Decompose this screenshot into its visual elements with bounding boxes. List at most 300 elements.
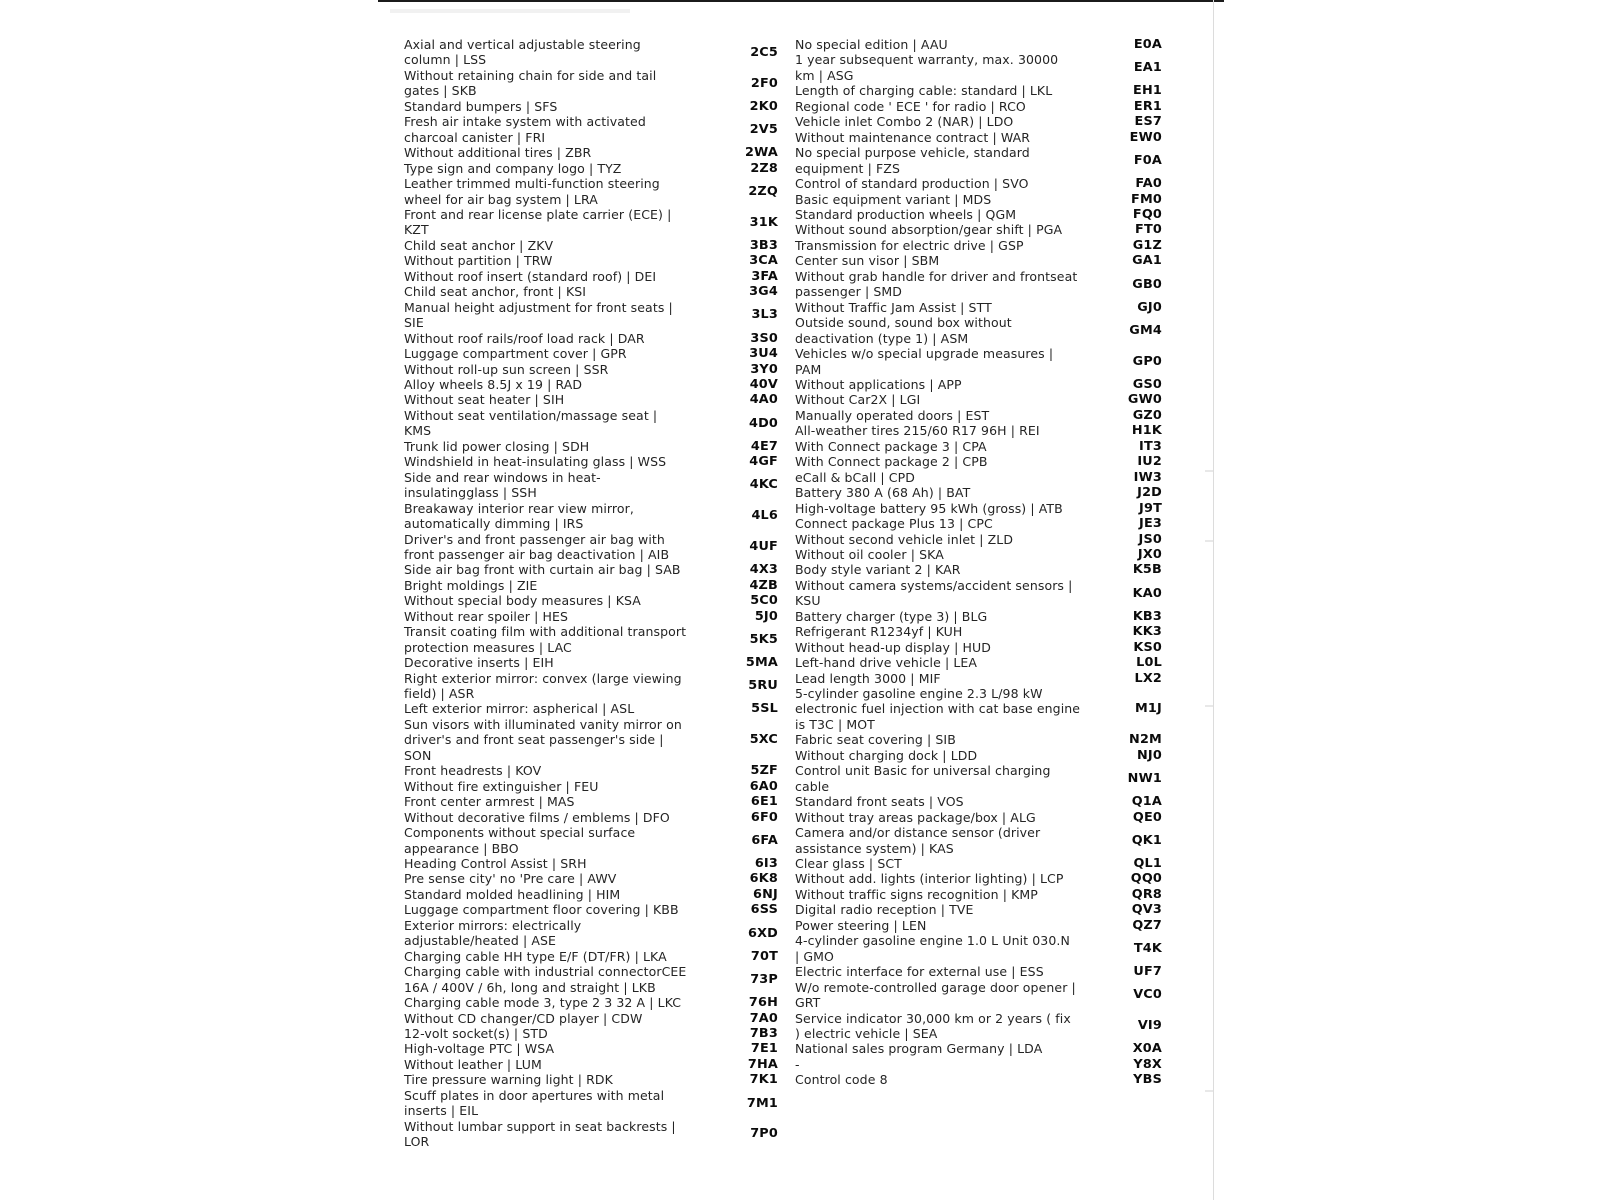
entry-description-line: Charging cable with industrial connectorCEE (404, 964, 687, 980)
entry-pr-code: NJ0 (1137, 747, 1162, 763)
entry-pr-code: 3Y0 (750, 361, 778, 377)
entry-description-line: Without additional tires | ZBR (404, 145, 592, 161)
scan-noise-tick (1205, 1090, 1213, 1092)
entry-pr-code: 4ZB (749, 577, 778, 593)
entry-pr-code: 2ZQ (748, 183, 778, 199)
entry-description (404, 918, 581, 949)
entry-description (404, 1057, 542, 1072)
entry-description-line: Vehicles w/o special upgrade measures | (795, 346, 1054, 362)
entry-description-line: Child seat anchor | ZKV (404, 237, 554, 253)
entry-description (795, 1057, 800, 1072)
code-entry-row (404, 593, 778, 608)
entry-description-line: eCall & bCall | CPD (795, 469, 915, 485)
code-entry-row (795, 964, 1162, 979)
entry-description (795, 1072, 888, 1087)
entry-description (404, 717, 682, 763)
entry-description-line: Without oil cooler | SKA (795, 546, 944, 562)
entry-description-line: GRT (795, 995, 821, 1011)
entry-description-line: Front and rear license plate carrier (ECE) | (404, 206, 672, 222)
entry-description (404, 624, 686, 655)
entry-description-line: Heading Control Assist | SRH (404, 856, 587, 872)
entry-description (795, 145, 1030, 176)
entry-description-line: field) | ASR (404, 686, 475, 702)
entry-description (795, 532, 1013, 547)
entry-pr-code: 70T (750, 948, 778, 964)
entry-description-line: Child seat anchor, front | KSI (404, 284, 587, 300)
code-entry-row (795, 532, 1162, 547)
entry-pr-code: 4KC (749, 477, 778, 493)
entry-description-line: Front center armrest | MAS (404, 794, 575, 810)
entry-description-line: Without seat heater | SIH (404, 392, 565, 408)
entry-pr-code: E0A (1133, 37, 1162, 52)
entry-pr-code: 3CA (749, 253, 778, 269)
entry-description-line: Control of standard production | SVO (795, 176, 1029, 192)
scan-smudge-artifact (390, 9, 630, 13)
code-entry-row (404, 1057, 778, 1072)
entry-description-line: Without roof rails/roof load rack | DAR (404, 330, 645, 346)
code-entry-row (795, 501, 1162, 516)
code-entry-row (795, 748, 1162, 763)
entry-description (795, 516, 993, 531)
entry-pr-code: JS0 (1138, 531, 1162, 547)
entry-description-line: Side air bag front with curtain air bag | SAB (404, 562, 681, 578)
code-entry-row (404, 161, 778, 176)
code-entry-row (404, 1088, 778, 1119)
entry-description-line: Luggage compartment floor covering | KBB (404, 902, 679, 918)
entry-description-line: 12-volt socket(s) | STD (404, 1026, 548, 1041)
entry-description (795, 408, 989, 423)
entry-description-line: ) electric vehicle | SEA (795, 1026, 938, 1041)
entry-description (404, 114, 646, 145)
entry-description (404, 37, 641, 68)
entry-description-line: Trunk lid power closing | SDH (404, 438, 590, 454)
entry-description (795, 423, 1040, 438)
entry-description (795, 1041, 1042, 1056)
entry-pr-code: 4UF (749, 539, 778, 555)
entry-description-line: Without head-up display | HUD (795, 639, 991, 655)
entry-description-line: Tire pressure warning light | RDK (404, 1072, 613, 1088)
entry-description-line: KZT (404, 222, 429, 238)
entry-description-line: Without roof insert (standard roof) | DEI (404, 268, 657, 284)
entry-pr-code: J2D (1137, 485, 1162, 501)
code-entry-row (404, 887, 778, 902)
entry-pr-code: 7P0 (750, 1126, 778, 1142)
entry-description-line: Battery 380 A (68 Ah) | BAT (795, 485, 971, 501)
code-entry-row (404, 284, 778, 299)
code-entry-row (795, 732, 1162, 747)
entry-pr-code: 4L6 (751, 508, 778, 524)
entry-description-line: Body style variant 2 | KAR (795, 562, 961, 578)
entry-description (404, 238, 553, 253)
entry-description-line: Service indicator 30,000 km or 2 years ( fix (795, 1010, 1071, 1026)
entry-description-line: Components without special surface (404, 825, 636, 841)
entry-description-line: Side and rear windows in heat- (404, 469, 601, 485)
entry-pr-code: 5J0 (754, 608, 778, 624)
entry-pr-code: 3L3 (751, 307, 778, 323)
code-entry-row (404, 810, 778, 825)
entry-description (404, 825, 635, 856)
entry-description (795, 609, 987, 624)
code-entry-row (404, 145, 778, 160)
code-entry-row (404, 562, 778, 577)
entry-description (404, 392, 564, 407)
entry-description-line: Power steering | LEN (795, 917, 927, 933)
entry-pr-code: 5ZF (750, 763, 778, 779)
code-entry-row (404, 825, 778, 856)
entry-description-line: Without rear spoiler | HES (404, 608, 569, 624)
entry-description-line: KMS (404, 423, 432, 439)
code-entry-row (404, 392, 778, 407)
code-entry-row (404, 995, 778, 1010)
entry-pr-code: H1K (1131, 423, 1162, 439)
entry-description (404, 284, 586, 299)
entry-description-line: is T3C | MOT (795, 716, 875, 732)
entry-description (404, 300, 673, 331)
scan-noise-tick (1205, 705, 1213, 707)
entry-description-line: km | ASG (795, 67, 854, 83)
entry-description-line: Right exterior mirror: convex (large viewing (404, 670, 682, 686)
entry-description (404, 454, 666, 469)
entry-pr-code: FT0 (1135, 222, 1162, 238)
entry-description-line: Without maintenance contract | WAR (795, 129, 1031, 145)
code-entry-row (795, 547, 1162, 562)
entry-description-line: Regional code ' ECE ' for radio | RCO (795, 98, 1026, 114)
entry-description (795, 871, 1064, 886)
entry-description-line: adjustable/heated | ASE (404, 933, 557, 949)
entry-pr-code: GW0 (1127, 392, 1162, 408)
entry-description-line: Without CD changer/CD player | CDW (404, 1010, 643, 1026)
entry-description (795, 99, 1026, 114)
entry-description-line: Vehicle inlet Combo 2 (NAR) | LDO (795, 114, 1014, 130)
entry-pr-code: 2K0 (749, 98, 778, 114)
entry-description (795, 52, 1058, 83)
code-entry-row (795, 300, 1162, 315)
entry-pr-code: 4D0 (748, 415, 778, 431)
entry-description (404, 501, 634, 532)
entry-description (795, 578, 1072, 609)
code-entry-row (404, 717, 778, 763)
entry-description (404, 331, 645, 346)
entry-description (795, 933, 1070, 964)
entry-pr-code: KS0 (1133, 639, 1162, 655)
entry-pr-code: 6SS (750, 902, 778, 918)
entry-description-line: Electric interface for external use | ESS (795, 964, 1044, 980)
entry-description-line: Refrigerant R1234yf | KUH (795, 624, 963, 640)
code-entry-row (404, 902, 778, 917)
code-entry-row (795, 902, 1162, 917)
entry-description-line: Without charging dock | LDD (795, 747, 978, 763)
entry-description-line: Without roll-up sun screen | SSR (404, 361, 609, 377)
entry-description-line: Without lumbar support in seat backrests | (404, 1118, 676, 1134)
entry-pr-code: QL1 (1133, 856, 1162, 872)
entry-description (795, 176, 1029, 191)
entry-description-line: Standard production wheels | QGM (795, 206, 1017, 222)
entry-pr-code: KK3 (1132, 624, 1162, 640)
entry-pr-code: 2WA (745, 145, 778, 161)
entry-description-line: - (795, 1056, 800, 1072)
code-entry-row (795, 83, 1162, 98)
entry-description (795, 655, 977, 670)
entry-description-line: driver's and front seat passenger's side | (404, 732, 664, 748)
entry-description (404, 1011, 642, 1026)
entry-description-line: | GMO (795, 948, 834, 964)
entry-description-line: National sales program Germany | LDA (795, 1041, 1043, 1057)
entry-description-line: Left-hand drive vehicle | LEA (795, 655, 978, 671)
code-entry-row (795, 1057, 1162, 1072)
entry-pr-code: 7M1 (746, 1095, 778, 1111)
entry-pr-code: GS0 (1132, 376, 1162, 392)
entry-description-line: Without add. lights (interior lighting) | LCP (795, 871, 1064, 887)
code-entry-row (404, 331, 778, 346)
code-entry-row (404, 253, 778, 268)
entry-description (795, 562, 961, 577)
code-entry-row (795, 516, 1162, 531)
entry-description (404, 871, 616, 886)
entry-pr-code: ES7 (1134, 114, 1162, 130)
entry-description-line: Control code 8 (795, 1072, 888, 1088)
entry-description (404, 562, 681, 577)
entry-description (404, 253, 553, 268)
entry-pr-code: T4K (1133, 941, 1162, 956)
code-entry-row (795, 130, 1162, 145)
entry-description-line: Without sound absorption/gear shift | PGA (795, 222, 1063, 238)
entry-pr-code: KA0 (1132, 585, 1162, 601)
entry-description (795, 918, 926, 933)
code-entry-row (795, 408, 1162, 423)
code-entry-row (404, 470, 778, 501)
entry-pr-code: IW3 (1133, 469, 1162, 485)
code-entry-row (404, 362, 778, 377)
entry-description-line: High-voltage PTC | WSA (404, 1041, 555, 1057)
entry-pr-code: 4GF (749, 454, 778, 470)
entry-description (795, 37, 948, 52)
entry-description-line: Left exterior mirror: aspherical | ASL (404, 701, 635, 717)
entry-pr-code: NW1 (1127, 771, 1162, 787)
entry-description-line: Charging cable HH type E/F (DT/FR) | LKA (404, 948, 667, 964)
entry-description-line: passenger | SMD (795, 284, 902, 300)
entry-pr-code: 6F0 (750, 809, 778, 825)
code-entry-row (795, 856, 1162, 871)
entry-description (404, 887, 620, 902)
entry-description-line: Pre sense city' no 'Pre care | AWV (404, 871, 617, 887)
code-entry-row (795, 485, 1162, 500)
code-entry-row (795, 253, 1162, 268)
code-entry-row (795, 439, 1162, 454)
entry-description (795, 470, 915, 485)
code-entry-row (404, 238, 778, 253)
code-entry-row (404, 439, 778, 454)
code-entry-row (795, 99, 1162, 114)
code-entry-row (795, 269, 1162, 300)
code-entry-row (404, 377, 778, 392)
entry-pr-code: 5SL (751, 701, 778, 717)
entry-description-line: inserts | EIL (404, 1103, 479, 1119)
code-entry-row (404, 269, 778, 284)
entry-pr-code: Q1A (1131, 794, 1162, 810)
entry-description-line: column | LSS (404, 52, 487, 68)
entry-pr-code: 3G4 (749, 284, 778, 300)
entry-description-line: Exterior mirrors: electrically (404, 917, 582, 933)
entry-description-line: W/o remote-controlled garage door opener | (795, 979, 1076, 995)
entry-description (795, 980, 1076, 1011)
entry-pr-code: 6FA (751, 832, 778, 848)
code-entry-row (795, 222, 1162, 237)
entry-pr-code: 4A0 (749, 392, 778, 408)
code-entry-row (795, 640, 1162, 655)
entry-description (404, 207, 671, 238)
entry-pr-code: 6I3 (754, 856, 778, 872)
entry-description-line: Scuff plates in door apertures with metal (404, 1087, 665, 1103)
entry-description-line: cable (795, 778, 830, 794)
entry-pr-code: 6NJ (753, 886, 778, 902)
entry-description (795, 485, 970, 500)
code-entry-row (404, 949, 778, 964)
equipment-code-column-right (795, 37, 1162, 1088)
entry-description (404, 779, 598, 794)
entry-pr-code: ER1 (1133, 98, 1162, 114)
entry-pr-code: 2C5 (750, 44, 778, 60)
entry-description (795, 640, 991, 655)
entry-description (404, 68, 656, 99)
entry-pr-code: 7K1 (749, 1072, 778, 1088)
entry-pr-code: EA1 (1133, 60, 1162, 76)
code-entry-row (404, 300, 778, 331)
entry-description-line: 1 year subsequent warranty, max. 30000 (795, 52, 1059, 68)
entry-description (404, 176, 660, 207)
entry-pr-code: IU2 (1137, 454, 1162, 470)
entry-pr-code: QR8 (1131, 886, 1162, 902)
entry-description-line: Manually operated doors | EST (795, 407, 990, 423)
entry-description-line: With Connect package 2 | CPB (795, 454, 988, 470)
entry-description (795, 1011, 1071, 1042)
entry-description-line: Without leather | LUM (404, 1056, 542, 1072)
entry-pr-code: 6E1 (750, 794, 778, 810)
entry-pr-code: 4E7 (750, 438, 778, 454)
entry-pr-code: KB3 (1132, 608, 1162, 624)
entry-description (404, 439, 589, 454)
entry-description (795, 825, 1040, 856)
entry-pr-code: 3FA (751, 268, 778, 284)
code-entry-row (795, 810, 1162, 825)
code-entry-row (404, 655, 778, 670)
entry-pr-code: 5XC (749, 732, 778, 748)
code-entry-row (404, 779, 778, 794)
entry-description (404, 609, 568, 624)
entry-description (795, 269, 1077, 300)
entry-pr-code: 5RU (748, 678, 778, 694)
code-entry-row (404, 1026, 778, 1041)
entry-pr-code: 3S0 (750, 330, 778, 346)
entry-pr-code: QK1 (1131, 832, 1162, 848)
entry-pr-code: EH1 (1133, 83, 1162, 99)
entry-description-line: Luggage compartment cover | GPR (404, 346, 627, 362)
code-entry-row (795, 470, 1162, 485)
code-entry-row (404, 207, 778, 238)
entry-pr-code: GP0 (1132, 353, 1162, 369)
code-entry-row (795, 423, 1162, 438)
entry-description-line: Digital radio reception | TVE (795, 902, 974, 918)
entry-description (404, 794, 575, 809)
code-entry-row (795, 624, 1162, 639)
code-entry-row (404, 871, 778, 886)
code-entry-row (795, 655, 1162, 670)
entry-description (795, 732, 956, 747)
code-entry-row (795, 315, 1162, 346)
entry-description (404, 408, 657, 439)
entry-description (404, 99, 557, 114)
entry-description-line: Breakaway interior rear view mirror, (404, 500, 634, 516)
code-entry-row (795, 686, 1162, 732)
entry-pr-code: EW0 (1129, 129, 1162, 145)
entry-description (795, 887, 1038, 902)
entry-description (795, 624, 962, 639)
code-entry-row (795, 871, 1162, 886)
entry-description-line: KSU (795, 593, 821, 609)
entry-description-line: 5-cylinder gasoline engine 2.3 L/98 kW (795, 686, 1043, 702)
code-entry-row (404, 99, 778, 114)
entry-description-line: Sun visors with illuminated vanity mirror on (404, 716, 682, 732)
entry-pr-code: F0A (1133, 152, 1162, 168)
entry-description-line: Without traffic signs recognition | KMP (795, 886, 1038, 902)
entry-description-line: Without decorative films / emblems | DFO (404, 809, 670, 825)
entry-description-line: Camera and/or distance sensor (driver (795, 825, 1041, 841)
code-entry-row (404, 1011, 778, 1026)
entry-description-line: Alloy wheels 8.5J x 19 | RAD (404, 376, 583, 392)
entry-pr-code: M1J (1135, 701, 1162, 717)
entry-description (795, 392, 920, 407)
entry-description-line: Charging cable mode 3, type 2 3 32 A | LKC (404, 995, 682, 1011)
entry-description (404, 902, 679, 917)
code-entry-row (404, 454, 778, 469)
entry-description-line: Battery charger (type 3) | BLG (795, 608, 988, 624)
entry-description (795, 686, 1080, 732)
entry-description (795, 547, 944, 562)
entry-pr-code: LX2 (1134, 670, 1162, 686)
entry-description-line: Standard front seats | VOS (795, 794, 964, 810)
entry-pr-code: QE0 (1132, 809, 1162, 825)
code-entry-row (404, 701, 778, 716)
entry-pr-code: FA0 (1135, 176, 1162, 192)
code-entry-row (795, 794, 1162, 809)
code-entry-row (404, 578, 778, 593)
entry-pr-code: K5B (1132, 562, 1162, 578)
entry-description-line: 4-cylinder gasoline engine 1.0 L Unit 030.N (795, 933, 1070, 949)
entry-pr-code: 76H (748, 995, 778, 1011)
code-entry-row (404, 346, 778, 361)
entry-description-line: Standard molded headlining | HIM (404, 886, 621, 902)
entry-description-line: automatically dimming | IRS (404, 516, 584, 532)
entry-pr-code: UF7 (1133, 964, 1162, 980)
entry-pr-code: VI9 (1137, 1018, 1162, 1034)
code-entry-row (795, 238, 1162, 253)
code-entry-row (795, 1072, 1162, 1087)
code-entry-row (795, 887, 1162, 902)
entry-pr-code: FM0 (1131, 191, 1162, 207)
code-entry-row (795, 377, 1162, 392)
entry-description-line: No special edition | AAU (795, 37, 948, 52)
entry-pr-code: 7A0 (749, 1010, 778, 1026)
entry-description-line: No special purpose vehicle, standard (795, 145, 1030, 161)
entry-pr-code: 4X3 (749, 562, 778, 578)
entry-description (404, 655, 554, 670)
entry-description (795, 964, 1044, 979)
entry-pr-code: 2F0 (750, 75, 778, 91)
entry-description-line: Standard bumpers | SFS (404, 98, 558, 114)
entry-description-line: Without partition | TRW (404, 253, 553, 269)
entry-pr-code: QZ7 (1132, 917, 1162, 933)
entry-description-line: Outside sound, sound box without (795, 315, 1012, 331)
entry-description-line: wheel for air bag system | LRA (404, 191, 598, 207)
